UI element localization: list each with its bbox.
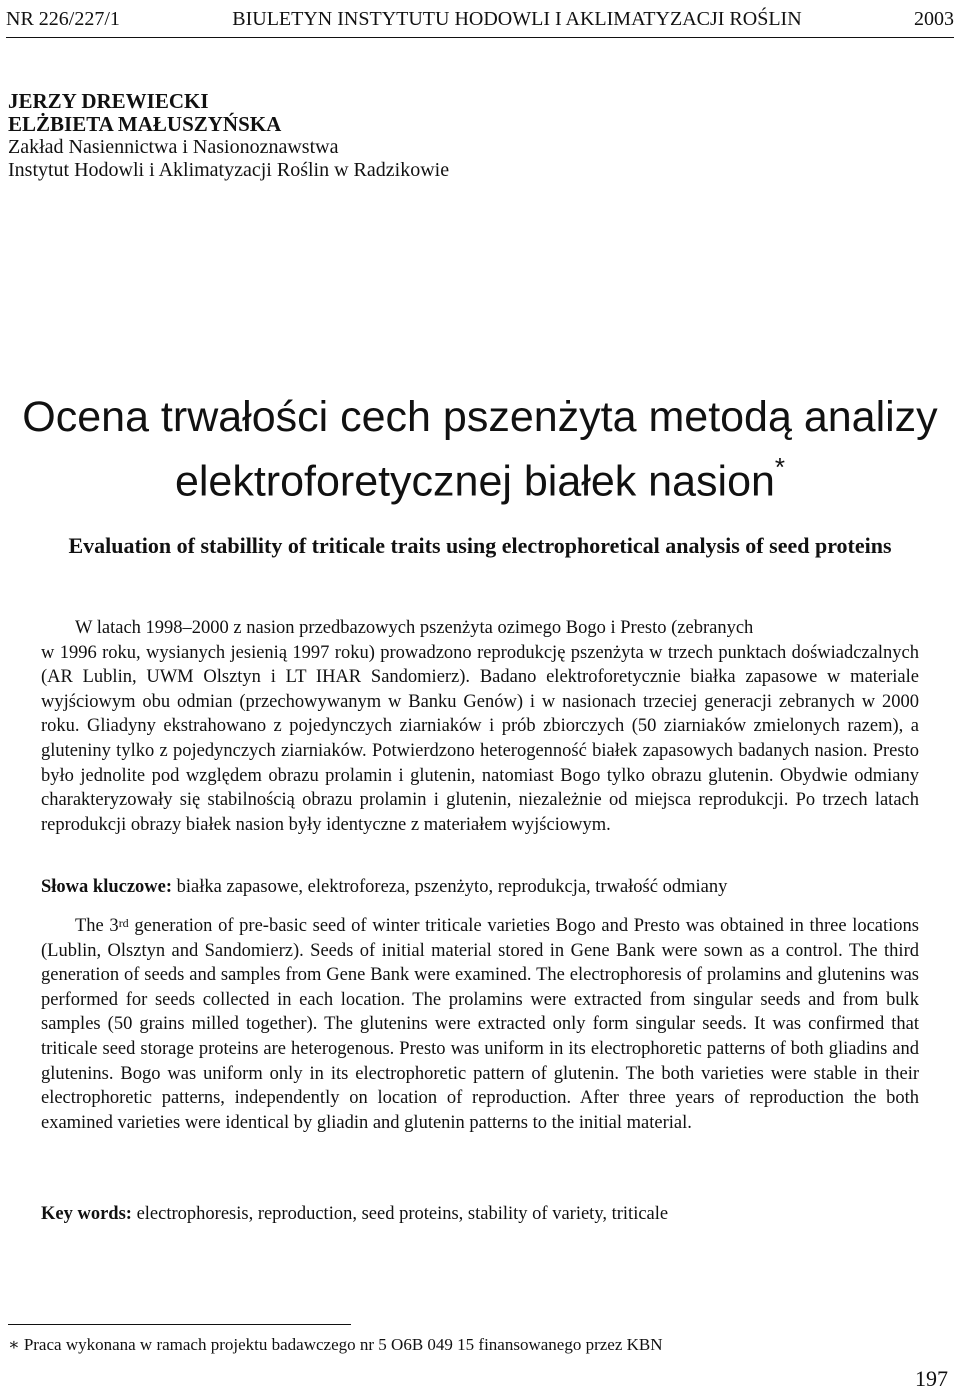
abstract-english	[41, 914, 919, 1135]
author-block	[8, 90, 449, 182]
footnote-marker: ∗	[8, 1335, 20, 1354]
title-polish-line-1: Ocena trwałości cech pszenżyta metodą analizy	[22, 393, 938, 441]
header-rule	[6, 37, 954, 38]
footnote-text: Praca wykonana w ramach projektu badawczego nr 5 O6B 049 15 finansowanego przez KBN	[19, 1335, 663, 1354]
keywords-polish-label: Słowa kluczowe:	[41, 877, 173, 897]
affiliation-institute: Instytut Hodowli i Aklimatyzacji Roślin w Radzikowie	[8, 159, 450, 181]
footnote	[8, 1334, 663, 1356]
title-polish-line-2	[0, 444, 960, 508]
page-number: 197	[915, 1366, 948, 1391]
journal-name: BIULETYN INSTYTUTU HODOWLI I AKLIMATYZACJI ROŚLIN	[232, 7, 802, 30]
title-footnote-marker: *	[774, 452, 786, 482]
ordinal-superscript: rd	[118, 916, 129, 930]
author-name: ELŻBIETA MAŁUSZYŃSKA	[8, 112, 282, 136]
keywords-polish	[41, 875, 919, 899]
abstract-polish-body: w 1996 roku, wysianych jesienią 1997 roku) prowadzono reprodukcję pszenżyta w trzech punktach doświadczalnych (AR Lublin, UWM Olsztyn i LT IHAR Sandomierz). Badano elektroforetycznie białka zapasowe w materiale wyjściowym obu odmian (przechowywanym w Banku Genów) i w nasionach trzeciej generacji zebranych w 2000 roku. Gliadyny ekstrahowano z pojedynczych ziarniaków i prób zbiorczych (50 ziarniaków zmielonych razem), a gluteniny tylko z pojedynczych ziarniaków. Potwierdzono heterogenność białek zapasowych badanych nasion. Presto było jednolite pod względem obrazu prolamin i glutenin, natomiast Bogo tylko obrazu glutenin. Obydwie odmiany charakteryzowały się stabilnością obrazu prolamin i glutenin, niezależnie od miejsca reprodukcji. Po trzech latach reprodukcji obrazy białek nasion były identyczne z materiałem wyjściowym.	[41, 642, 919, 835]
abstract-english-lead: The 3	[75, 916, 119, 936]
keywords-english-text: electrophoresis, reproduction, seed proteins, stability of variety, triticale	[131, 1204, 669, 1224]
author-name: JERZY DREWIECKI	[8, 89, 209, 113]
affiliation-department: Zakład Nasiennictwa i Nasionoznawstwa	[8, 136, 339, 158]
issue-number: NR 226/227/1	[6, 7, 120, 30]
issue-year: 2003	[914, 7, 954, 30]
keywords-english	[41, 1202, 919, 1226]
keywords-polish-text: białka zapasowe, elektroforeza, pszenżyto, reprodukcja, trwałość odmiany	[172, 877, 728, 897]
abstract-english-body: generation of pre-basic seed of winter triticale varieties Bogo and Presto was obtained in three locations (Lublin, Olsztyn and Sandomierz). Seeds of initial material stored in Gene Bank were sown as a control. The third generation of seeds and samples from Gene Bank were examined. The electrophoresis of prolamins and glutenins was performed for seeds collected in each location. The prolamins were extracted from singular seeds and from bulk samples (50 grains milled together). The glutenins were extracted only form singular seeds. It was confirmed that triticale seed storage proteins are heterogenous. Presto was uniform in its electrophoretic patterns of both gliadins and glutenins. Bogo was uniform only in its electrophoretic pattern of glutenin. The both varieties were stable in their electrophoretic patterns, independently on location of reproduction. After three years of reproduction the both examined varieties were identical by gliadin and glutenin patterns to the initial material.	[41, 916, 919, 1133]
title-polish	[0, 390, 960, 508]
running-header	[6, 4, 954, 34]
abstract-polish	[41, 616, 919, 837]
abstract-polish-first-line: W latach 1998–2000 z nasion przedbazowych pszenżyta ozimego Bogo i Presto (zebranych	[75, 618, 754, 638]
keywords-english-label: Key words:	[41, 1204, 132, 1224]
footnote-rule	[8, 1324, 351, 1325]
title-polish-line-2-text: elektroforetycznej białek nasion	[174, 457, 775, 506]
title-english: Evaluation of stabillity of triticale traits using electrophoretical analysis of seed proteins	[68, 533, 892, 558]
abstract-english-paragraph	[41, 914, 919, 1135]
